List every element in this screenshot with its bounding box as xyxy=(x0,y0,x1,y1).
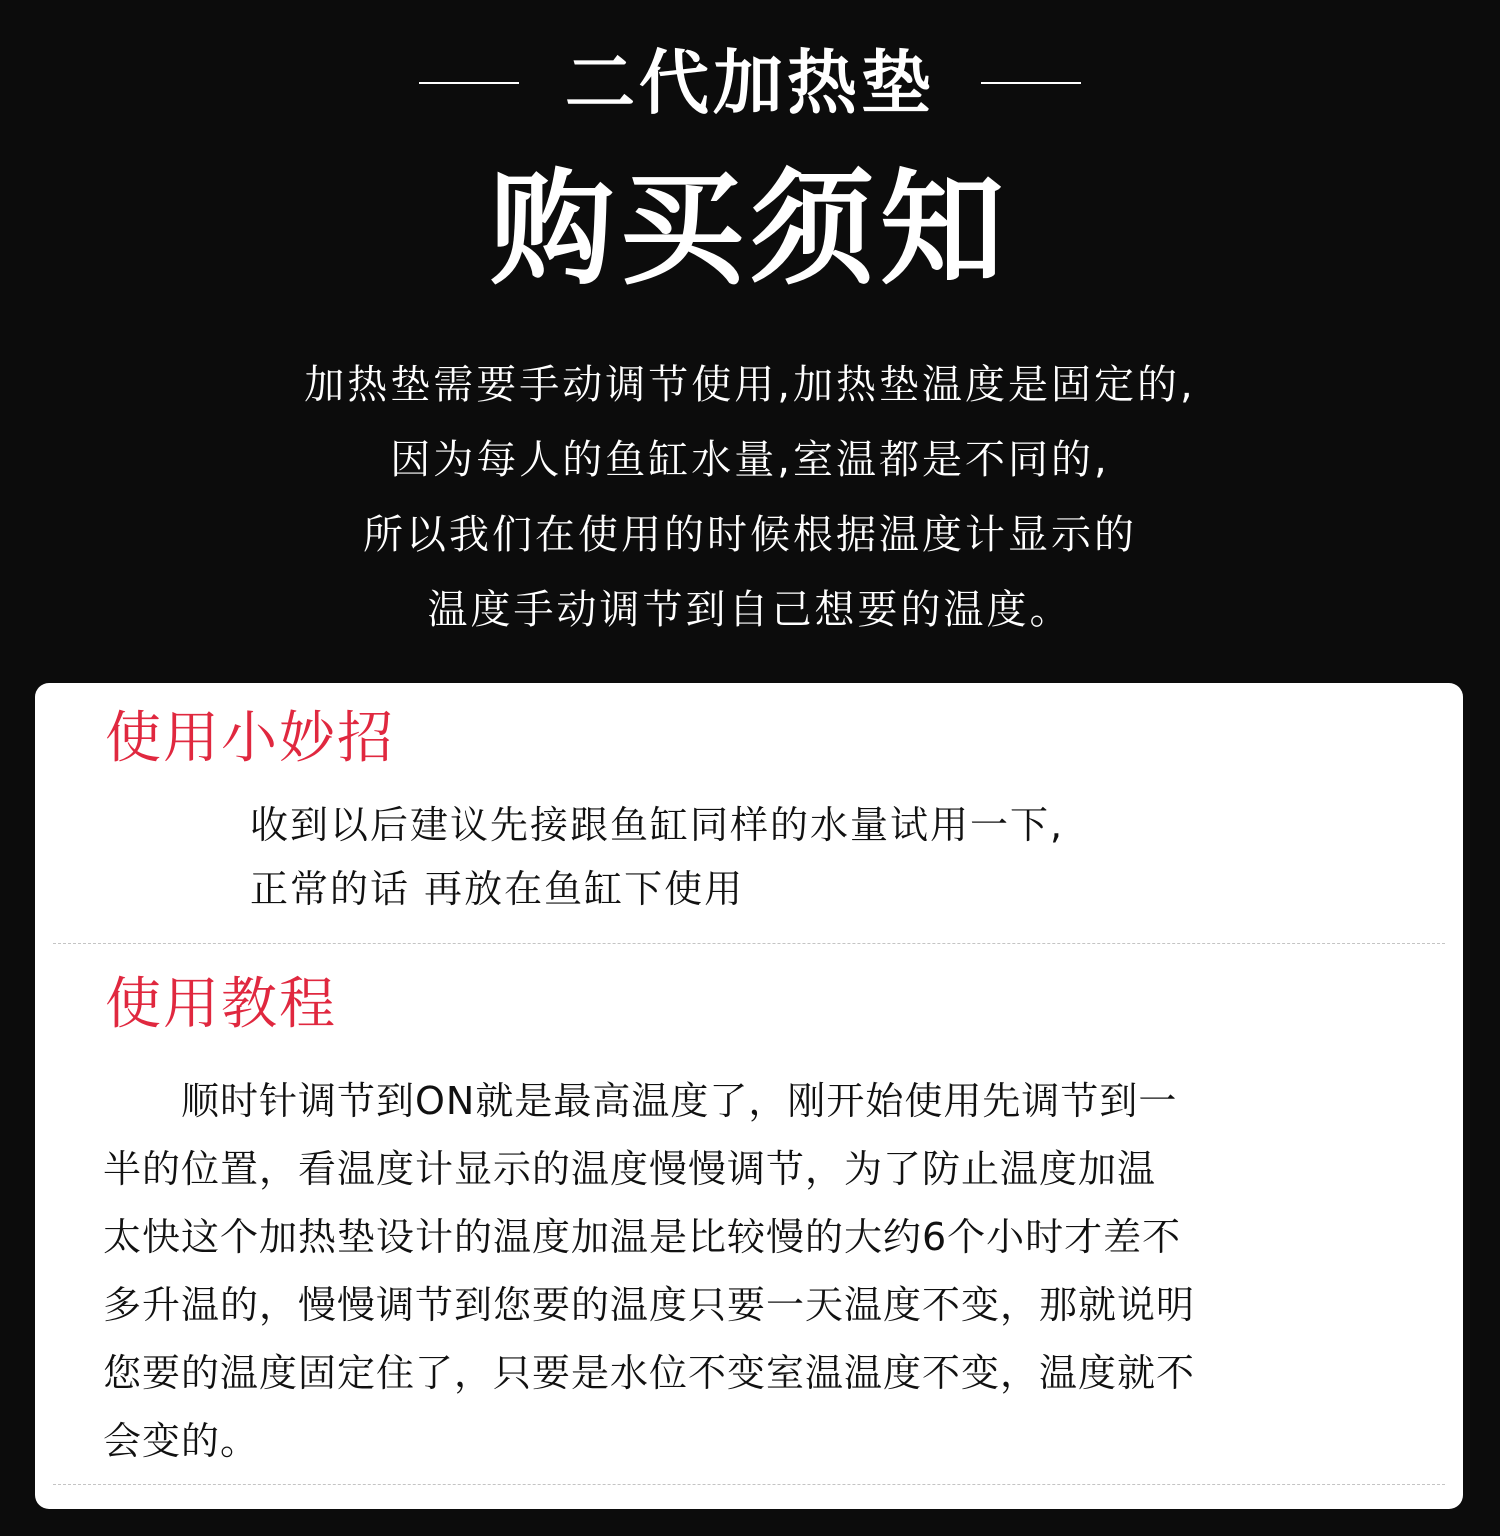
intro-line: 因为每人的鱼缸水量,室温都是不同的, xyxy=(390,437,1110,483)
tutorial-line: 多升温的，慢慢调节到您要的温度只要一天温度不变，那就说明 xyxy=(103,1283,1196,1327)
product-subtitle: 二代加热垫 xyxy=(565,42,935,124)
intro-line: 加热垫需要手动调节使用,加热垫温度是固定的, xyxy=(304,362,1196,408)
tutorial-line: 顺时针调节到ON就是最高温度了，刚开始使用先调节到一 xyxy=(181,1079,1178,1123)
tutorial-text xyxy=(103,1067,1413,1475)
intro-line: 温度手动调节到自己想要的温度。 xyxy=(427,587,1073,633)
tips-text xyxy=(250,793,1430,921)
header-row xyxy=(0,38,1500,128)
info-card xyxy=(35,683,1463,1509)
header-left-line xyxy=(419,82,519,84)
tutorial-line: 您要的温度固定住了，只要是水位不变室温温度不变，温度就不 xyxy=(103,1351,1196,1395)
intro-paragraph xyxy=(0,348,1500,648)
intro-line: 所以我们在使用的时候根据温度计显示的 xyxy=(363,512,1137,558)
tutorial-line: 太快这个加热垫设计的温度加温是比较慢的大约6个小时才差不 xyxy=(103,1215,1182,1259)
tutorial-line: 会变的。 xyxy=(103,1419,260,1463)
tutorial-heading: 使用教程 xyxy=(105,972,337,1037)
page-title: 购买须知 xyxy=(489,158,1010,302)
header-right-line xyxy=(981,82,1081,84)
tips-heading: 使用小妙招 xyxy=(105,706,395,771)
section-divider xyxy=(53,943,1445,944)
tips-line: 正常的话 再放在鱼缸下使用 xyxy=(250,867,745,911)
tips-line: 收到以后建议先接跟鱼缸同样的水量试用一下, xyxy=(250,803,1065,847)
bottom-divider xyxy=(53,1484,1445,1485)
tutorial-line: 半的位置，看温度计显示的温度慢慢调节，为了防止温度加温 xyxy=(103,1147,1157,1191)
